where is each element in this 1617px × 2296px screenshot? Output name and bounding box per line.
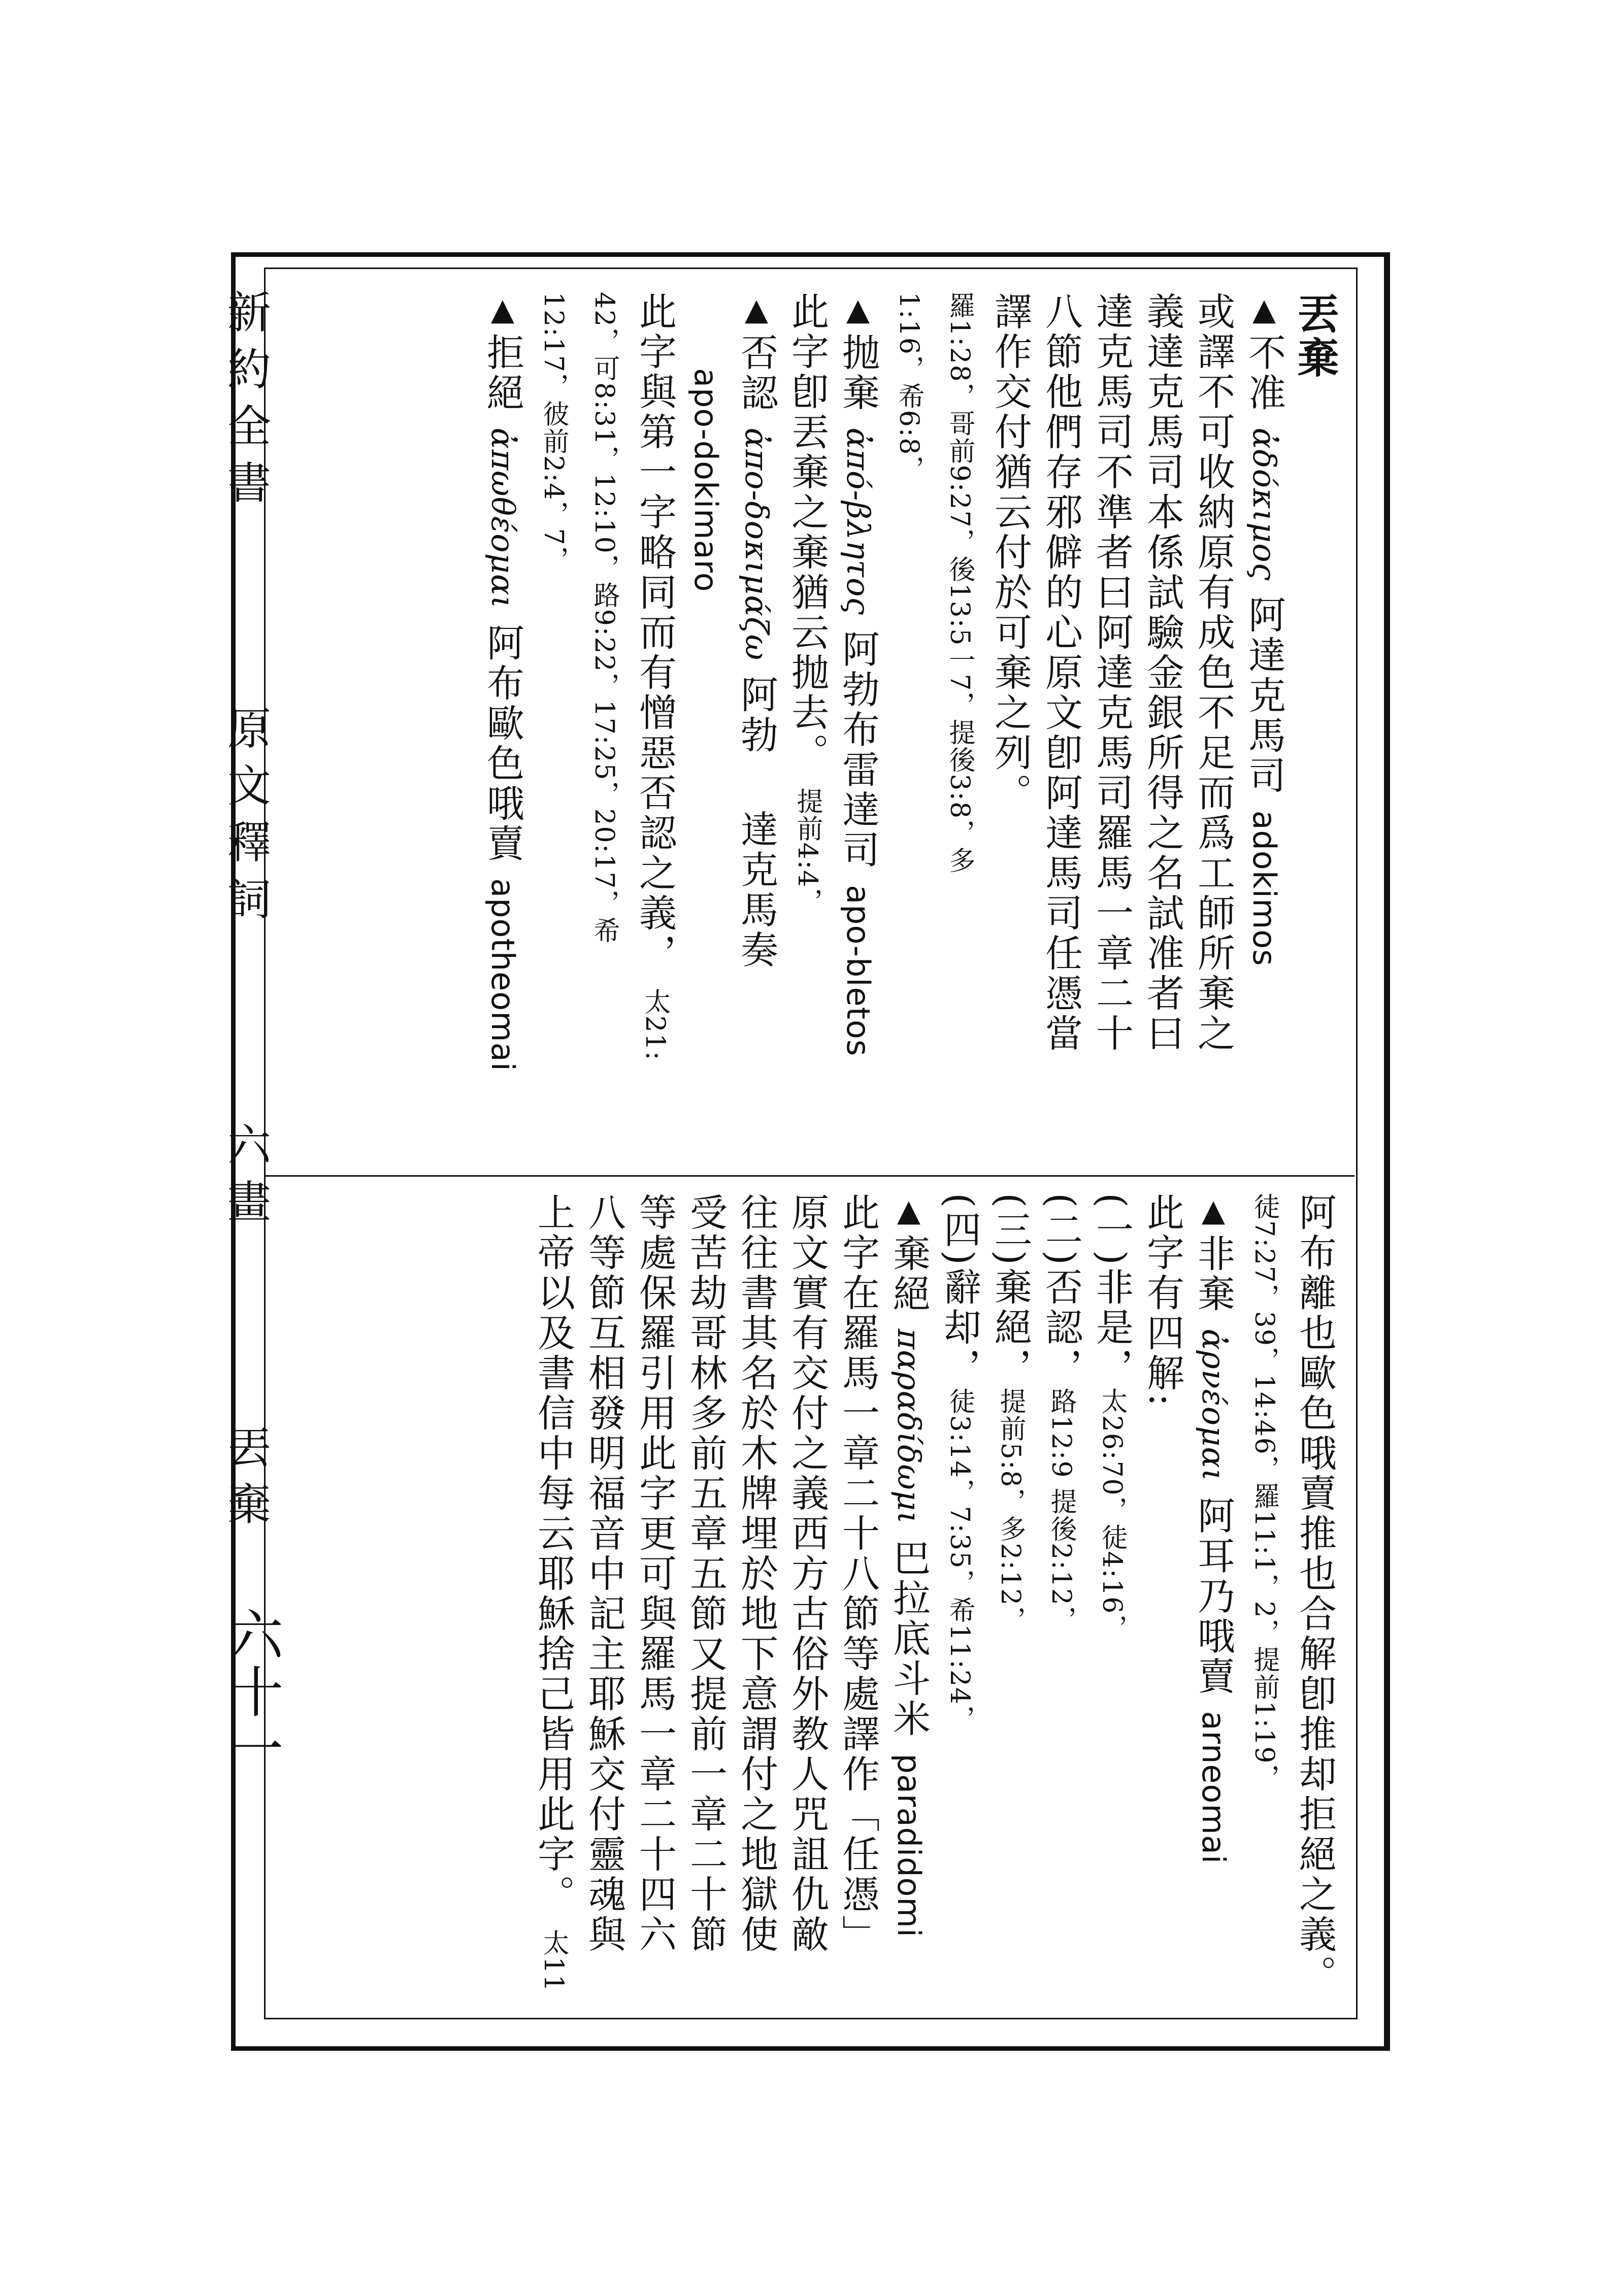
entry-body-line: 義達克馬司本係試驗金銀所得之名試准者曰 xyxy=(1141,292,1184,1054)
transliteration: 阿布歐色哦賣 xyxy=(481,623,524,864)
entry-feiqi-header xyxy=(1188,1193,1239,2000)
transliteration: 巴拉底斗米 xyxy=(887,1539,931,1740)
scripture-refs: 徒3:14，7:35，希11:24， xyxy=(944,1387,975,1733)
entry-body-line: 原文實有交付之義西方古俗外教人咒詛仇敵 xyxy=(785,1193,829,1955)
book-subtitle: 原文釋詞 xyxy=(220,706,271,933)
entry-term: 非棄 xyxy=(1192,1234,1235,1314)
entry-jujue-header xyxy=(477,292,528,1162)
entry-term: 否認 xyxy=(735,333,778,413)
latin-word: apo-dokimaro xyxy=(687,368,724,592)
greek-word: ἀρνέομαι xyxy=(1195,1328,1232,1482)
scripture-refs: 太26:70，徒4:16， xyxy=(1097,1387,1127,1642)
greek-word: ἀπό-βλητος xyxy=(840,427,877,616)
greek-word: ἀδόκιμος xyxy=(1246,427,1283,581)
entry-qijue-header xyxy=(883,1193,934,2000)
entry-body-line: 往往書其名於木牌埋於地下意謂付之地獄使 xyxy=(735,1193,778,1955)
entry-marker-icon: ▲ xyxy=(1196,1193,1231,1231)
transliteration: 達克馬奏 xyxy=(735,810,778,971)
latin-word: apotheomai xyxy=(484,878,521,1072)
upper-text-block xyxy=(284,292,1340,1162)
entry-marker-icon: ▲ xyxy=(891,1193,927,1231)
meaning-item: (一)非是，太26:70，徒4:16， xyxy=(1090,1193,1134,1642)
greek-word: ἀπωθέομαι xyxy=(484,427,521,609)
running-heading: 丟棄 xyxy=(220,1424,271,1538)
scripture-refs: 徒7:27，39，14:46，羅11:1，2，提前1:19， xyxy=(1249,1193,1279,1792)
scripture-refs: 42，可8:31，12:10，路9:22，17:25，20:17，希 xyxy=(589,292,619,945)
entry-term: 拒絕 xyxy=(481,333,524,413)
entry-body-line: 此字在羅馬一章二十八節等處譯作「任憑」 xyxy=(836,1193,880,1955)
scripture-refs: 提前4:4， xyxy=(792,787,822,916)
latin-word: arneomai xyxy=(1195,1711,1232,1865)
entry-body-line: 八等節互相發明福音中記主耶穌交付靈魂與 xyxy=(582,1193,626,1955)
entry-body-line: 阿布離也歐色哦賣推也合解卽推却拒絕之義。 xyxy=(1293,1193,1337,1995)
scripture-refs: 提前5:8，多2:12， xyxy=(995,1387,1026,1634)
entry-marker-icon: ▲ xyxy=(840,292,876,330)
scripture-refs: 太11 xyxy=(538,1929,569,1992)
entry-body-line: 達克馬司不準者曰阿達克馬司羅馬一章二十 xyxy=(1090,292,1134,1054)
transliteration: 阿勃布雷達司 xyxy=(836,629,880,871)
entry-term: 棄絕 xyxy=(887,1234,931,1314)
entry-body-line: 八節他們存邪僻的心原文卽阿達馬司任憑當 xyxy=(1039,292,1083,1054)
meaning-item: (四)辭却，徒3:14，7:35，希11:24， xyxy=(938,1193,981,1733)
entry-term: 抛棄 xyxy=(836,333,880,413)
scripture-refs: 1:16，希6:8， xyxy=(894,292,924,483)
entry-body-line: 等處保羅引用此字更可與羅馬一章二十四六 xyxy=(633,1193,677,1955)
lower-text-block xyxy=(284,1193,1340,2000)
meaning-item: (二)否認，路12:9 提後2:12， xyxy=(1039,1193,1083,1634)
entry-term: 不准 xyxy=(1242,333,1286,413)
entry-paoqi-header xyxy=(833,292,883,1162)
greek-word: παραδίδωμι xyxy=(890,1328,928,1524)
greek-word: ἀπο-δοκιμάζω xyxy=(738,427,775,661)
entry-body-line: 受苦劫哥林多前五章五節又提前一章二十節 xyxy=(684,1193,728,1955)
entry-marker-icon: ▲ xyxy=(739,292,774,330)
latin-word: adokimos xyxy=(1246,810,1283,967)
entry-body-line: 此字卽丟棄之棄猶云抛去。 提前4:4， xyxy=(785,292,829,916)
page-number: 六十一 xyxy=(219,1607,283,1777)
entry-body-line: 上帝以及書信中每云耶穌捨己皆用此字。 太11 xyxy=(532,1193,575,1992)
transliteration: 阿達克馬司 xyxy=(1242,595,1286,796)
entry-body-line: 或譯不可收納原有成色不足而爲工師所棄之 xyxy=(1192,292,1235,1054)
scripture-refs: 路12:9 提後2:12， xyxy=(1046,1387,1076,1634)
entry-body-line: 此字有四解: xyxy=(1141,1193,1184,1409)
entry-marker-icon: ▲ xyxy=(1246,292,1282,330)
scripture-refs: 12:17，彼前2:4，7， xyxy=(538,292,569,574)
scripture-refs: 羅1:28，哥前9:27，後13:5一7，提後3:8，多 xyxy=(944,292,975,875)
section-divider xyxy=(264,1175,1355,1177)
entry-body-line: 譯作交付猶云付於可棄之列。 xyxy=(988,292,1032,813)
book-title: 新約全書 xyxy=(220,289,271,517)
scripture-refs: 太21: xyxy=(640,988,670,1061)
entry-fouren-header xyxy=(731,292,782,1162)
entry-title: 丟棄 xyxy=(1291,292,1339,380)
latin-word: apo-bletos xyxy=(840,885,877,1057)
stroke-count: 六畫 xyxy=(220,1122,271,1236)
meaning-item: (三)棄絕，提前5:8，多2:12， xyxy=(988,1193,1032,1634)
transliteration: 阿勃 xyxy=(735,675,778,755)
entry-marker-icon: ▲ xyxy=(485,292,520,330)
running-header xyxy=(220,289,271,1538)
latin-word: paradidomi xyxy=(890,1753,928,1938)
entry-buzhun-header xyxy=(1239,292,1290,1162)
entry-body-line: 此字與第一字略同而有憎惡否認之義， 太21: xyxy=(633,292,677,1061)
transliteration: 阿耳乃哦賣 xyxy=(1192,1496,1235,1697)
